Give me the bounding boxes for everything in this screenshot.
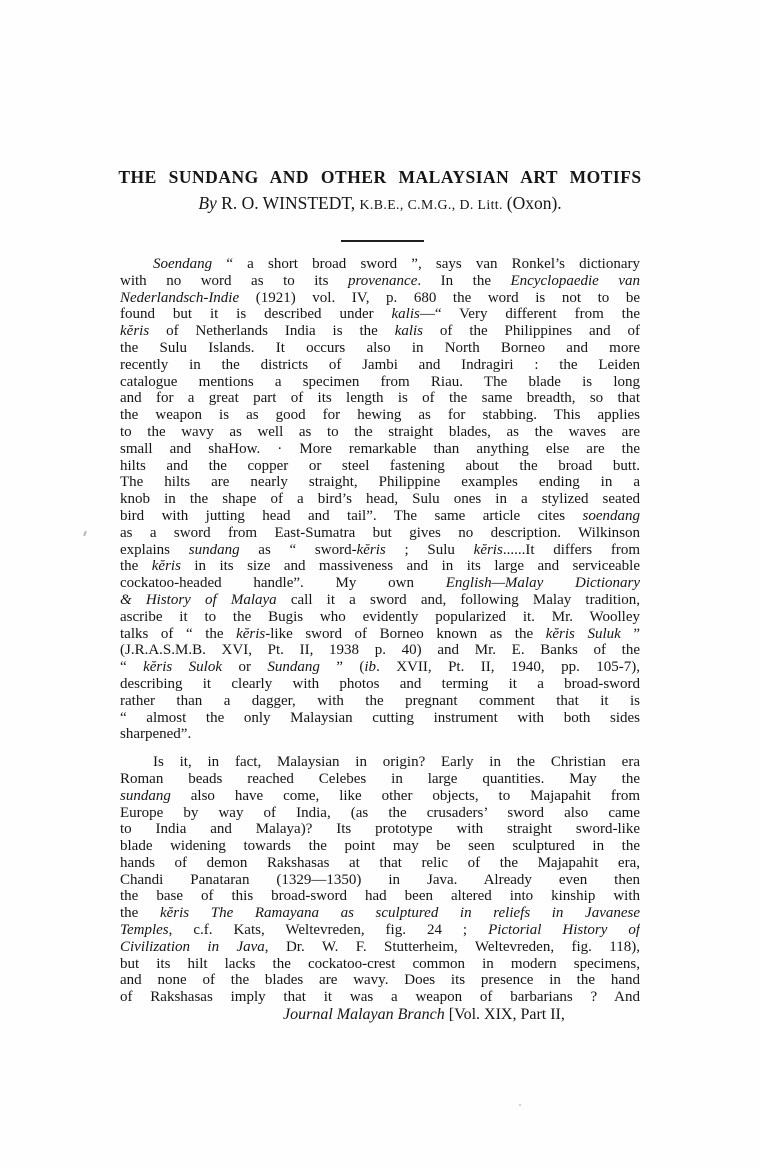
text-line: “ kĕris Sulok or Sundang ” (ib. XVII, Pt. II, 1940, pp. 105-7), [120,659,640,676]
text-line: rather than a dagger, with the pregnant comment that it is [120,692,640,709]
text-line: Is it, in fact, Malaysian in origin? Early in the Christian era [153,754,640,771]
text-line: the Sulu Islands. It occurs also in North Borneo and more [120,339,640,356]
text-line: describing it clearly with photos and terming it a broad-sword [120,675,640,692]
text-line: Nederlandsch-Indie (1921) vol. IV, p. 680 the word is not to be [120,289,640,306]
text-line: with no word as to its provenance. In the Encyclopaedie van [120,272,640,289]
text-line: Civilization in Java, Dr. W. F. Stutterheim, Weltevreden, fig. 118), [120,938,640,955]
text-line: ascribe it to the Bugis who evidently popularized it. Mr. Woolley [120,608,640,625]
byline [0,193,760,214]
text-line: hands of demon Rakshasas at that relic of the Majapahit era, [120,854,640,871]
text-line: but its hilt lacks the cockatoo-crest common in modern specimens, [120,955,640,972]
text-line: talks of “ the kĕris-like sword of Borneo known as the kĕris Suluk ” [120,625,640,642]
byline-part: K.B.E., C.M.G., D. Litt. [359,197,507,212]
text-line: The hilts are nearly straight, Philippine examples ending in a [120,474,640,491]
text-line: to the wavy as well as to the straight blades, as the waves are [120,423,640,440]
text-line: Europe by way of India, (as the crusaders’ sword also came [120,804,640,821]
scan-speck [83,531,87,536]
text-line: Soendang “ a short broad sword ”, says van Ronkel’s dictionary [153,256,640,272]
text-line: found but it is described under kalis—“ Very different from the [120,306,640,323]
text-line: Temples, c.f. Kats, Weltevreden, fig. 24 ; Pictorial History of [120,922,640,939]
text-line: bird with jutting head and tail”. The same article cites soendang [120,507,640,524]
text-line: sharpened”. [120,726,192,743]
text-line: Chandi Panataran (1329—1350) in Java. Already even then [120,871,640,888]
text-line: to India and Malaya)? Its prototype with straight sword-like [120,821,640,838]
section-divider [341,240,424,242]
text-line: the kĕris The Ramayana as sculptured in reliefs in Javanese [120,905,640,922]
text-line: the base of this broad-sword had been altered into kinship with [120,888,640,905]
text-line: knob in the shape of a bird’s head, Sulu ones in a stylized seated [120,491,640,508]
text-line: cockatoo-headed handle”. My own English—Malay Dictionary [120,575,640,592]
text-line: kĕris of Netherlands India is the kalis of the Philippines and of [120,323,640,340]
article-body [120,256,640,1006]
byline-part: R. O. WINSTEDT, [221,193,360,213]
text-line: the weapon is as good for hewing as for stabbing. This applies [120,407,640,424]
text-line: catalogue mentions a specimen from Riau. The blade is long [120,373,640,390]
text-line: “ almost the only Malaysian cutting instrument with both sides [120,709,640,726]
paragraph [120,256,640,743]
text-line: & History of Malaya call it a sword and, following Malay tradition, [120,591,640,608]
byline-part: By [198,193,222,213]
text-line: hilts and the copper or steel fastening about the broad butt. [120,457,640,474]
scan-speck [519,1104,521,1106]
text-line: explains sundang as “ sword-kĕris ; Sulu kĕris......It differs from [120,541,640,558]
text-line: Roman beads reached Celebes in large quantities. May the [120,770,640,787]
text-line: blade widening towards the point may be seen sculptured in the [120,838,640,855]
page-title: THE SUNDANG AND OTHER MALAYSIAN ART MOTIFS [118,167,642,187]
text-line: as a sword from East-Sumatra but gives no description. Wilkinson [120,524,640,541]
text-line: (J.R.A.S.M.B. XVI, Pt. II, 1938 p. 40) and Mr. E. Banks of the [120,642,640,659]
text-line: the kĕris in its size and massiveness and in its large and serviceable [120,558,640,575]
text-line: sundang also have come, like other objects, to Majapahit from [120,787,640,804]
byline-part: (Oxon). [506,193,562,213]
journal-footer: Journal Malayan Branch [Vol. XIX, Part II, [283,1006,565,1023]
text-line: of Rakshasas imply that it was a weapon of barbarians ? And [120,989,640,1006]
paragraph [120,754,640,1006]
text-line: and none of the blades are wavy. Does its presence in the hand [120,972,640,989]
text-line: recently in the districts of Jambi and Indragiri : the Leiden [120,356,640,373]
text-line: small and shaHow. · More remarkable than anything else are the [120,440,640,457]
text-line: and for a great part of its length is of the same breadth, so that [120,390,640,407]
